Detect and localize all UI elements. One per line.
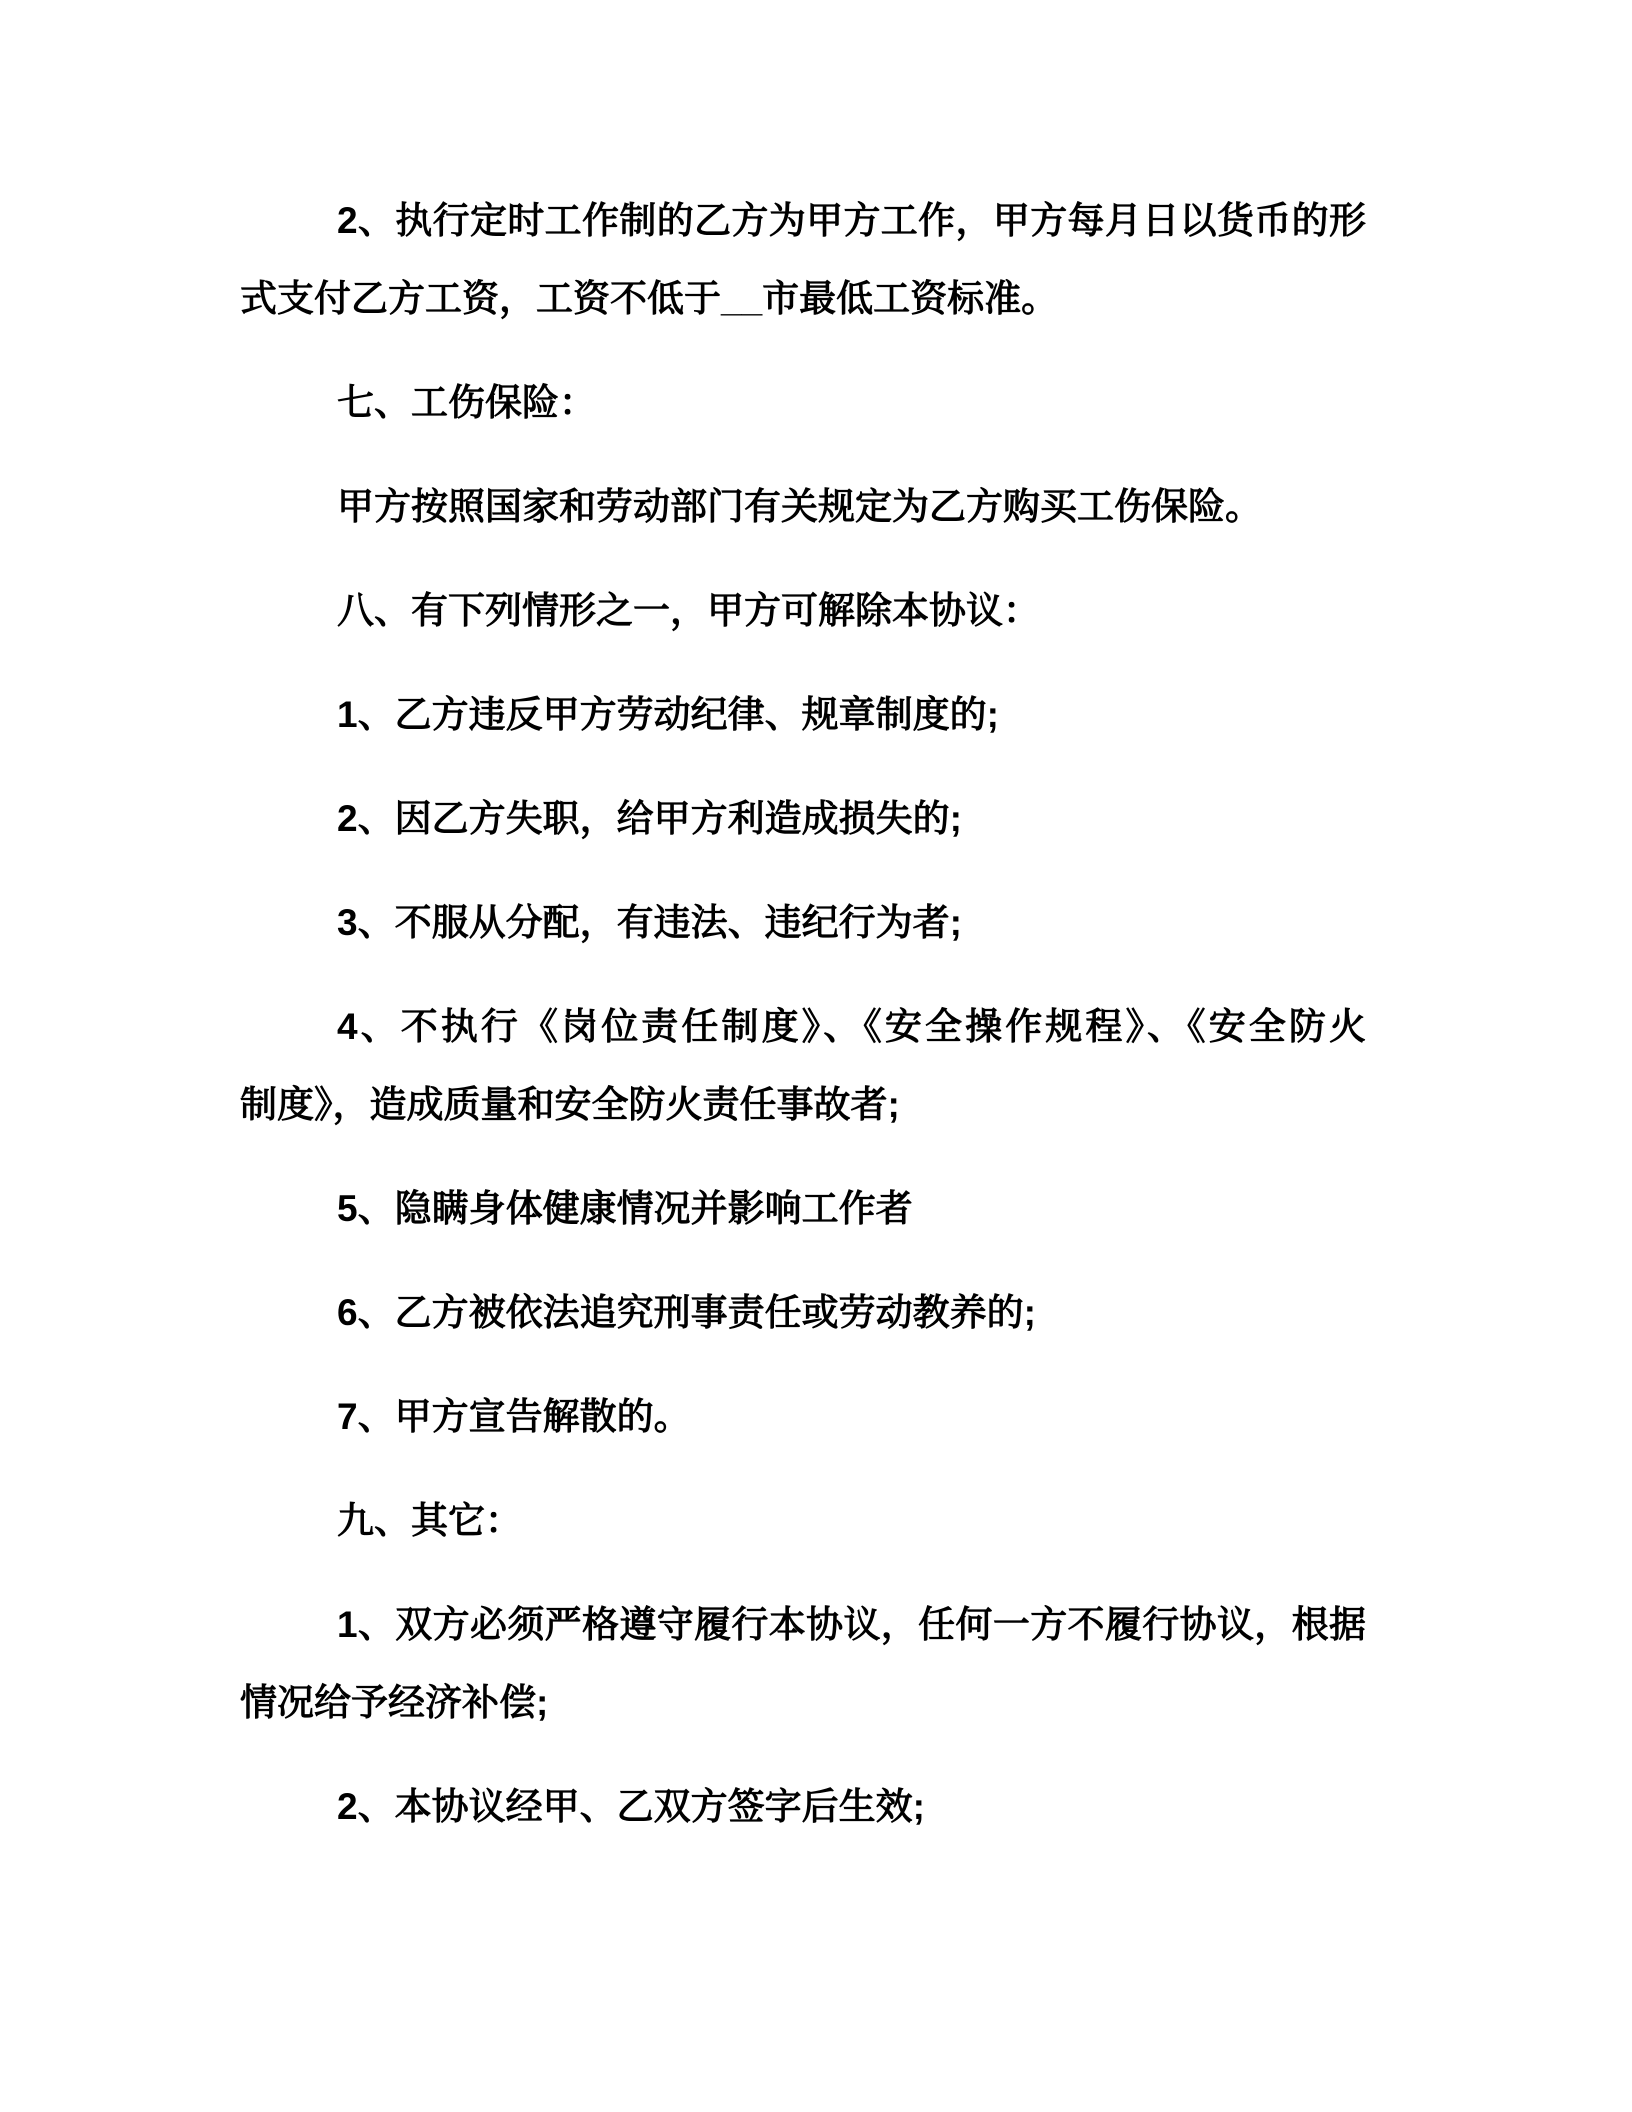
paragraph-line: 九、其它： — [337, 1500, 522, 1541]
paragraph-line: 1、双方必须严格遵守履行本协议，任何一方不履行协议，根据 — [337, 1604, 1366, 1645]
paragraph-line: 甲方按照国家和劳动部门有关规定为乙方购买工伤保险。 — [337, 486, 1262, 527]
paragraph — [240, 182, 1366, 338]
paragraph-line: 5、隐瞒身体健康情况并影响工作者 — [337, 1188, 913, 1229]
paragraph-line: 3、不服从分配，有违法、违纪行为者; — [337, 902, 962, 943]
paragraph — [240, 1768, 1366, 1846]
paragraph-line: 7、甲方宣告解散的。 — [337, 1396, 691, 1437]
paragraph-line: 八、有下列情形之一，甲方可解除本协议： — [337, 590, 1040, 631]
paragraph-line: 6、乙方被依法追究刑事责任或劳动教养的; — [337, 1292, 1036, 1333]
paragraph — [240, 884, 1366, 962]
paragraph — [240, 676, 1366, 754]
paragraph-line: 2、执行定时工作制的乙方为甲方工作，甲方每月日以货币的形 — [337, 200, 1366, 241]
paragraph-line: 2、本协议经甲、乙双方签字后生效; — [337, 1786, 925, 1827]
paragraph — [240, 1274, 1366, 1352]
paragraph — [240, 1482, 1366, 1560]
paragraph-line: 2、因乙方失职，给甲方利造成损失的; — [337, 798, 962, 839]
paragraph — [240, 364, 1366, 442]
paragraph — [240, 1170, 1366, 1248]
paragraph — [240, 1378, 1366, 1456]
document-body — [240, 182, 1366, 1872]
paragraph-line: 制度》，造成质量和安全防火责任事故者; — [240, 1084, 900, 1125]
paragraph-line: 4、不执行《岗位责任制度》、《安全操作规程》、《安全防火 — [337, 1006, 1366, 1047]
paragraph — [240, 780, 1366, 858]
paragraph-line: 1、乙方违反甲方劳动纪律、规章制度的; — [337, 694, 999, 735]
paragraph — [240, 468, 1366, 546]
paragraph — [240, 988, 1366, 1144]
paragraph-line: 七、工伤保险： — [337, 382, 596, 423]
paragraph — [240, 1586, 1366, 1742]
paragraph-line: 情况给予经济补偿; — [240, 1682, 549, 1723]
paragraph-line: 式支付乙方工资，工资不低于__市最低工资标准。 — [240, 278, 1059, 319]
paragraph — [240, 572, 1366, 650]
